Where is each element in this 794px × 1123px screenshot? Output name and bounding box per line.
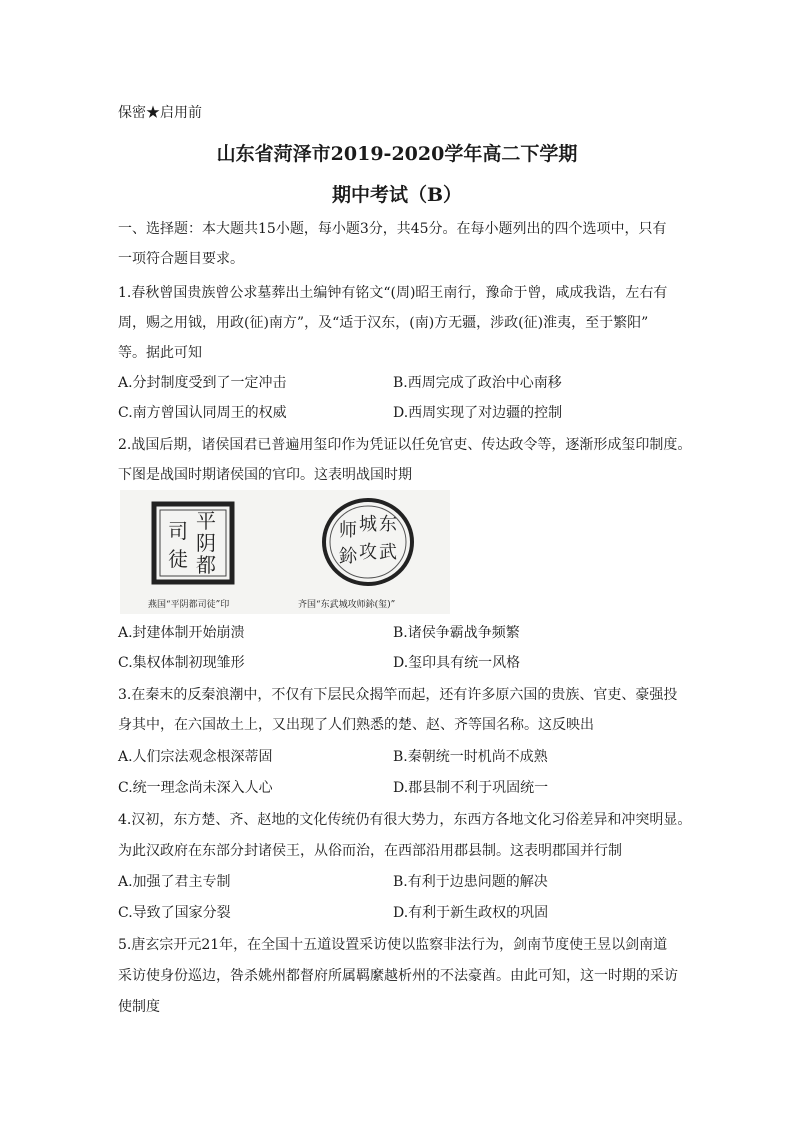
- option-c: C.导致了国家分裂: [118, 905, 231, 921]
- option-c: C.南方曾国认同周王的权威: [118, 405, 287, 421]
- option-c: C.集权体制初现雏形: [118, 655, 245, 671]
- question-stem-line: 采访使身份巡边，咎杀姚州都督府所属羁縻越析州的不法豪酋。由此可知，这一时期的采访: [118, 968, 678, 984]
- seal-char: 城: [359, 514, 377, 535]
- option-d: D.西周实现了对边疆的控制: [393, 405, 563, 421]
- seal-caption-yan: 燕国“平阴都司徒”印: [148, 600, 230, 610]
- seal-char: 平: [196, 509, 216, 533]
- seal-char: 阴: [196, 531, 216, 555]
- option-b: B.有利于边患问题的解决: [393, 874, 548, 890]
- option-d: D.玺印具有统一风格: [393, 655, 521, 671]
- option-a: A.加强了君主专制: [118, 874, 231, 890]
- seal-caption-qi: 齐国“东武城攻师鉩(玺)”: [298, 600, 396, 610]
- question-stem-line: 等。据此可知: [118, 345, 202, 361]
- official-seals-figure: [120, 490, 450, 614]
- option-b: B.西周完成了政治中心南移: [393, 375, 562, 391]
- option-a: A.分封制度受到了一定冲击: [118, 375, 287, 391]
- seal-char: 鉩: [339, 546, 357, 567]
- seal-char: 都: [196, 553, 216, 577]
- question-stem-line: 周，赐之用钺，用政(征)南方”，及“适于汉东，(南)方无疆，涉政(征)淮夷，至于繁阳”: [118, 315, 649, 331]
- option-b: B.秦朝统一时机尚不成熟: [393, 749, 548, 765]
- option-b: B.诸侯争霸战争频繁: [393, 625, 520, 641]
- question-stem-line: 身其中，在六国故土上，又出现了人们熟悉的楚、赵、齐等国名称。这反映出: [118, 717, 594, 733]
- confidential-label: 保密★启用前: [118, 105, 202, 121]
- exam-title: 山东省菏泽市2019-2020学年高二下学期: [216, 143, 578, 165]
- seal-char: 东: [379, 514, 397, 535]
- question-stem-line: 为此汉政府在东部分封诸侯王，从俗而治，在西部沿用郡县制。这表明郡国并行制: [118, 843, 622, 859]
- option-a: A.人们宗法观念根深蒂固: [118, 749, 273, 765]
- section-intro-line-2: 一项符合题目要求。: [118, 251, 244, 267]
- question-stem-line: 下图是战国时期诸侯国的官印。这表明战国时期: [118, 467, 412, 483]
- option-d: D.郡县制不利于巩固统一: [393, 780, 549, 796]
- option-c: C.统一理念尚未深入人心: [118, 780, 273, 796]
- question-stem-line: 使制度: [118, 999, 160, 1015]
- seal-char: 武: [379, 542, 397, 563]
- qi-seal-image: [320, 496, 416, 588]
- seal-char: 司: [168, 519, 188, 543]
- question-stem-line: 1.春秋曾国贵族曾公求墓葬出土编钟有铭文“(周)昭王南行，豫命于曾，咸成我诰，左右有: [118, 285, 668, 301]
- option-a: A.封建体制开始崩溃: [118, 625, 245, 641]
- option-d: D.有利于新生政权的巩固: [393, 905, 549, 921]
- question-stem-line: 3.在秦末的反秦浪潮中，不仅有下层民众揭竿而起，还有许多原六国的贵族、官吏、豪强投: [118, 687, 678, 703]
- seal-char: 师: [339, 520, 357, 541]
- section-intro-line-1: 一、选择题：本大题共15小题，每小题3分，共45分。在每小题列出的四个选项中，只有: [118, 221, 667, 237]
- question-stem-line: 2.战国后期，诸侯国君已普遍用玺印作为凭证以任免官吏、传达政令等，逐渐形成玺印制度。: [118, 437, 692, 453]
- exam-subtitle: 期中考试（B）: [331, 184, 463, 206]
- question-stem-line: 5.唐玄宗开元21年，在全国十五道设置采访使以监察非法行为，剑南节度使王昱以剑南道: [118, 937, 668, 953]
- seal-char: 徒: [168, 547, 188, 571]
- question-stem-line: 4.汉初，东方楚、齐、赵地的文化传统仍有很大势力，东西方各地文化习俗差异和冲突明显。: [118, 812, 692, 828]
- seal-char: 攻: [359, 542, 377, 563]
- yan-seal-image: [148, 498, 238, 588]
